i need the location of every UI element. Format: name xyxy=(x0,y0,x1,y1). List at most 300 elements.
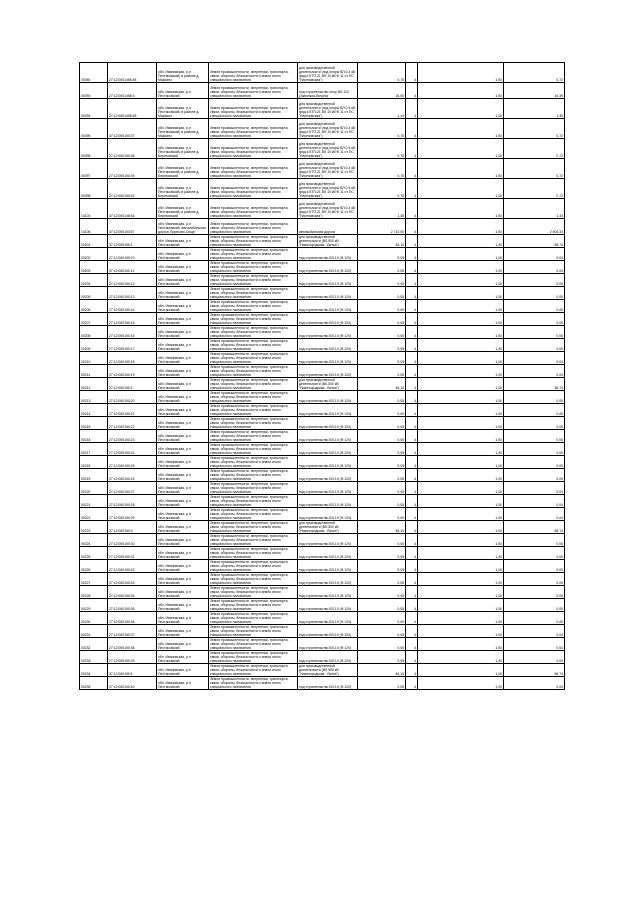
coefficient-value: 1,00 xyxy=(418,456,504,469)
cadastral-number: 27:12:060150:24 xyxy=(108,443,157,456)
rate-value: 4 xyxy=(406,274,418,287)
rate-value: 4 xyxy=(406,326,418,339)
coefficient-value: 1,00 xyxy=(418,469,504,482)
cadastral-number: 27:12:060150:13 xyxy=(108,287,157,300)
area-value: 46,10 xyxy=(358,235,406,248)
area-value: 0,05 xyxy=(358,274,406,287)
table-row xyxy=(80,677,565,690)
table-row xyxy=(80,99,565,119)
result-value: 56,74 xyxy=(504,664,565,677)
table-row xyxy=(80,313,565,326)
rate-value: 4 xyxy=(406,651,418,664)
address: обл. Ивановская, р-н Пестяковский xyxy=(157,261,209,274)
coefficient-value: 1,00 xyxy=(418,391,504,404)
area-value: 0,05 xyxy=(358,677,406,690)
permitted-use: для производственной деятельности (под опоры ВЛ 0,4 кВ фид.4 КТП-21 ВЛ 10 кВ Ф.11 от ПС "Березовская") xyxy=(298,99,358,119)
permitted-use: под строительство ВЛ-10 (Ф.120) xyxy=(298,430,358,443)
rate-value: 4 xyxy=(406,248,418,261)
table-row xyxy=(80,547,565,560)
table-row xyxy=(80,599,565,612)
land-category: Земли промышленности, энергетики, транспорта, связи, обороны, безопасности и земли иного специального назначения xyxy=(209,586,298,599)
result-value: 0,05 xyxy=(504,443,565,456)
row-number: 00225 xyxy=(80,547,108,560)
row-number: 00208 xyxy=(80,326,108,339)
coefficient-value: 1,00 xyxy=(418,495,504,508)
rate-value: 4 xyxy=(406,560,418,573)
permitted-use: под строительство ВЛ-10 (Ф.120) xyxy=(298,326,358,339)
row-number: 00227 xyxy=(80,573,108,586)
result-value: 1,39 xyxy=(504,99,565,119)
area-value: 46,10 xyxy=(358,378,406,391)
rate-value: 4 xyxy=(406,339,418,352)
coefficient-value: 1,00 xyxy=(418,430,504,443)
result-value: 0,72 xyxy=(504,63,565,83)
address: обл. Ивановская, р-н Пестяковский xyxy=(157,521,209,534)
rate-value: 4 xyxy=(406,391,418,404)
row-number: 00233 xyxy=(80,651,108,664)
cadastral-number: 27:12:060150:39 xyxy=(108,159,157,179)
permitted-use: под строительство ВЛ-10 (Ф.120) xyxy=(298,365,358,378)
land-category: Земли промышленности, энергетики, транспорта, связи, обороны, безопасности и земли иного специального назначения xyxy=(209,219,298,235)
row-number: 00230 xyxy=(80,612,108,625)
cadastral-number: 27:12:060150:40 xyxy=(108,677,157,690)
result-value: 0,04 xyxy=(504,638,565,651)
cadastral-number: 37:12:060150:38 xyxy=(108,139,157,159)
permitted-use: для производственной деятельности (ВЛ-500 кВ "Нижегородская - Вятка") xyxy=(298,521,358,534)
address: обл. Ивановская, р-н Пестяковский xyxy=(157,677,209,690)
area-value: 0,05 xyxy=(358,534,406,547)
cadastral-number: 27:12:060150:33 xyxy=(108,573,157,586)
land-plots-table xyxy=(79,62,565,690)
rate-value: 4 xyxy=(406,443,418,456)
area-value: 0,05 xyxy=(358,573,406,586)
row-number: 00234 xyxy=(80,664,108,677)
table-row xyxy=(80,274,565,287)
address: обл. Ивановская, р-н Пестяковский xyxy=(157,300,209,313)
row-number: 00206 xyxy=(80,300,108,313)
row-number: 00220 xyxy=(80,482,108,495)
row-number: 00217 xyxy=(80,443,108,456)
area-value: 0,05 xyxy=(358,300,406,313)
area-value: 0,05 xyxy=(358,586,406,599)
document-page xyxy=(79,62,564,850)
cadastral-number: 27:12:060150:26 xyxy=(108,469,157,482)
permitted-use: под строительство ВЛ-10 (Ф.120) xyxy=(298,495,358,508)
cadastral-number: 27:12:060150:21 xyxy=(108,404,157,417)
area-value: 0,75 xyxy=(358,119,406,139)
area-value: 0,05 xyxy=(358,365,406,378)
cadastral-number: 37:12:060150:11 xyxy=(108,261,157,274)
permitted-use: под строительство ВЛ-10 (Ф.120) xyxy=(298,456,358,469)
result-value: 0,05 xyxy=(504,430,565,443)
permitted-use: под строительство ВЛ-10 (Ф.120) xyxy=(298,560,358,573)
address: обл. Ивановская, р-н Пестяковский, в районе д. Марьино xyxy=(157,99,209,119)
cadastral-number: 27:12:060150:14 xyxy=(108,300,157,313)
area-value: 0,05 xyxy=(358,404,406,417)
result-value: 0,05 xyxy=(504,573,565,586)
permitted-use: для производственной деятельности (под опоры ВЛ 0,4 кВ фид.4 КТП-21 ВЛ 10 кВ Ф.11 от ПС "Березовская") xyxy=(298,63,358,83)
row-number: 00050 xyxy=(80,63,108,83)
cadastral-number: 37:12:060150:3 xyxy=(108,521,157,534)
rate-value: 4 xyxy=(406,456,418,469)
address: обл. Ивановская, р-н Пестяковский xyxy=(157,287,209,300)
permitted-use: под строительство ВЛ-10 (Ф.120) xyxy=(298,352,358,365)
area-value: 0,75 xyxy=(358,63,406,83)
table-row xyxy=(80,391,565,404)
rate-value: 4 xyxy=(406,430,418,443)
table-row xyxy=(80,638,565,651)
row-number: 00202 xyxy=(80,248,108,261)
row-number: 00221 xyxy=(80,495,108,508)
address: обл. Ивановская, р-н Пестяковский xyxy=(157,469,209,482)
row-number: 00229 xyxy=(80,599,108,612)
table-row xyxy=(80,300,565,313)
land-category: Земли промышленности, энергетики, транспорта, связи, обороны, безопасности и земли иного специального назначения xyxy=(209,326,298,339)
row-number: 00494 xyxy=(80,99,108,119)
land-category: Земли промышленности, энергетики, транспорта, связи, обороны, безопасности и земли иного специального назначения xyxy=(209,599,298,612)
coefficient-value: 1,00 xyxy=(418,378,504,391)
row-number: 00096 xyxy=(80,139,108,159)
area-value: 0,05 xyxy=(358,430,406,443)
result-value: 0,05 xyxy=(504,599,565,612)
table-row xyxy=(80,159,565,179)
rate-value: 4 xyxy=(406,664,418,677)
rate-value: 4 xyxy=(406,219,418,235)
result-value: 0,05 xyxy=(504,326,565,339)
area-value: 0,05 xyxy=(358,287,406,300)
cadastral-number: 27:12:060150:20 xyxy=(108,391,157,404)
land-category: Земли промышленности, энергетики, транспорта, связи, обороны, безопасности и земли иного специального назначения xyxy=(209,612,298,625)
row-number: 00097 xyxy=(80,159,108,179)
table-row xyxy=(80,378,565,391)
row-number: 00232 xyxy=(80,638,108,651)
permitted-use: под строительство ВЛ-10 (Ф.120) xyxy=(298,417,358,430)
rate-value: 4 xyxy=(406,586,418,599)
address: обл. Ивановская, р-н Пестяковский, в районе д. Марьино xyxy=(157,119,209,139)
area-value: 1,44 xyxy=(358,99,406,119)
land-category: Земли промышленности, энергетики, транспорта, связи, обороны, безопасности и земли иного специального назначения xyxy=(209,547,298,560)
coefficient-value: 1,00 xyxy=(418,599,504,612)
rate-value: 4 xyxy=(406,287,418,300)
cadastral-number: 27:12:060150:17 xyxy=(108,339,157,352)
result-value: 0,04 xyxy=(504,651,565,664)
cadastral-number: 27:12:060150:16 xyxy=(108,326,157,339)
address: обл. Ивановская, р-н Пестяковский xyxy=(157,547,209,560)
table-row xyxy=(80,287,565,300)
land-category: Земли промышленности, энергетики, транспорта, связи, обороны, безопасности и земли иного специального назначения xyxy=(209,261,298,274)
table-row xyxy=(80,365,565,378)
rate-value: 4 xyxy=(406,404,418,417)
table-row xyxy=(80,248,565,261)
rate-value: 4 xyxy=(406,469,418,482)
permitted-use: под строительство ВЛ-10 (Ф.120) xyxy=(298,274,358,287)
coefficient-value: 1,00 xyxy=(418,365,504,378)
permitted-use: для производственной деятельности (ВЛ-500 кВ "Нижегородская - Вятка") xyxy=(298,235,358,248)
land-category: Земли промышленности, энергетики, транспорта, связи, обороны, безопасности и земли иного специального назначения xyxy=(209,83,298,99)
address: обл. Ивановская, р-н Пестяковский xyxy=(157,313,209,326)
cadastral-number: 27:12:060150:36 xyxy=(108,612,157,625)
table-row xyxy=(80,83,565,99)
area-value: 0,05 xyxy=(358,469,406,482)
rate-value: 4 xyxy=(406,352,418,365)
table-row xyxy=(80,534,565,547)
result-value: 0,05 xyxy=(504,300,565,313)
permitted-use: под строительство ВЛ-10 (Ф.120) xyxy=(298,508,358,521)
result-value: 56,74 xyxy=(504,378,565,391)
cadastral-number: 27:12:060150:34 xyxy=(108,586,157,599)
address: обл. Ивановская, р-н Пестяковский, в районе д. Березовский xyxy=(157,159,209,179)
permitted-use: под строительство ВЛ-10 (Ф.120) xyxy=(298,573,358,586)
permitted-use: под строительство ВЛ-10 (Ф.120) xyxy=(298,599,358,612)
result-value: 0,05 xyxy=(504,469,565,482)
address: обл. Ивановская, р-н Пестяковский xyxy=(157,378,209,391)
rate-value: 4 xyxy=(406,63,418,83)
cadastral-number: 27:12:060150:22 xyxy=(108,417,157,430)
row-number: 00212 xyxy=(80,378,108,391)
area-value: 0,75 xyxy=(358,179,406,199)
land-category: Земли промышленности, энергетики, транспорта, связи, обороны, безопасности и земли иного специального назначения xyxy=(209,352,298,365)
result-value: 0,05 xyxy=(504,560,565,573)
coefficient-value: 1,00 xyxy=(418,521,504,534)
cadastral-number: 37:12:060148:46 xyxy=(108,199,157,219)
area-value: 0,05 xyxy=(358,638,406,651)
coefficient-value: 1,00 xyxy=(418,664,504,677)
land-category: Земли промышленности, энергетики, транспорта, связи, обороны, безопасности и земли иного специального назначения xyxy=(209,339,298,352)
table-row xyxy=(80,495,565,508)
result-value: 0,05 xyxy=(504,612,565,625)
table-row xyxy=(80,352,565,365)
land-category: Земли промышленности, энергетики, транспорта, связи, обороны, безопасности и земли иного специального назначения xyxy=(209,521,298,534)
coefficient-value: 1,00 xyxy=(418,274,504,287)
permitted-use: для производственной деятельности (ВЛ-500 кВ "Нижегородская - Вятка") xyxy=(298,378,358,391)
permitted-use: под строительство ВЛ-10 (Ф.120) xyxy=(298,248,358,261)
cadastral-number: 27:12:060150:31 xyxy=(108,547,157,560)
result-value: 0,72 xyxy=(504,139,565,159)
address: обл. Ивановская, р-н Пестяковский xyxy=(157,599,209,612)
table-row xyxy=(80,235,565,248)
cadastral-number: 27:12:060150:27 xyxy=(108,482,157,495)
address: обл. Ивановская, р-н Пестяковский xyxy=(157,365,209,378)
row-number: 00228 xyxy=(80,586,108,599)
land-category: Земли промышленности, энергетики, транспорта, связи, обороны, безопасности и земли иного специального назначения xyxy=(209,638,298,651)
area-value: 0,05 xyxy=(358,456,406,469)
result-value: 0,05 xyxy=(504,339,565,352)
permitted-use: под строительство ВЛ-10 (Ф.120) xyxy=(298,534,358,547)
coefficient-value: 1,00 xyxy=(418,547,504,560)
rate-value: 4 xyxy=(406,119,418,139)
result-value: 0,05 xyxy=(504,534,565,547)
area-value: 0,05 xyxy=(358,352,406,365)
row-number: 00235 xyxy=(80,677,108,690)
address: обл. Ивановская, р-н Пестяковский xyxy=(157,404,209,417)
cadastral-number: 27:12:060150:30 xyxy=(108,534,157,547)
land-category: Земли промышленности, энергетики, транспорта, связи, обороны, безопасности и земли иного специального назначения xyxy=(209,560,298,573)
coefficient-value: 1,00 xyxy=(418,300,504,313)
land-category: Земли промышленности, энергетики, транспорта, связи, обороны, безопасности и земли иного специального назначения xyxy=(209,573,298,586)
coefficient-value: 1,00 xyxy=(418,235,504,248)
area-value: 46,10 xyxy=(358,664,406,677)
result-value: 0,05 xyxy=(504,417,565,430)
cadastral-number: 27:12:060150:35 xyxy=(108,599,157,612)
cadastral-number: 27:12:060150:10 xyxy=(108,248,157,261)
land-category: Земли промышленности, энергетики, транспорта, связи, обороны, безопасности и земли иного специального назначения xyxy=(209,430,298,443)
permitted-use: под строительство ВЛ-10 (Ф.120) xyxy=(298,482,358,495)
land-category: Земли промышленности, энергетики, транспорта, связи, обороны, безопасности и земли иного специального назначения xyxy=(209,159,298,179)
cadastral-number: 27:12:060150:25 xyxy=(108,456,157,469)
rate-value: 4 xyxy=(406,573,418,586)
result-value: 0,04 xyxy=(504,677,565,690)
result-value: 1,33 xyxy=(504,199,565,219)
table-row xyxy=(80,417,565,430)
area-value: 0,05 xyxy=(358,326,406,339)
cadastral-number: 27:12:060150:40 xyxy=(108,179,157,199)
permitted-use: для производственной деятельности (под опоры ВЛ 0,4 кВ фид.4 КТП-21 ВЛ 10 кВ Ф.11 от ПС "Березовская") xyxy=(298,139,358,159)
cadastral-number: 27:12:060150:28 xyxy=(108,495,157,508)
row-number: 00201 xyxy=(80,235,108,248)
address: обл. Ивановская, р-н Пестяковский xyxy=(157,573,209,586)
area-value: 0,05 xyxy=(358,560,406,573)
area-value: 1,38 xyxy=(358,199,406,219)
cadastral-number: 27:12:060150:23 xyxy=(108,430,157,443)
row-number: 00203 xyxy=(80,261,108,274)
coefficient-value: 1,00 xyxy=(418,99,504,119)
table-row xyxy=(80,586,565,599)
row-number: 00215 xyxy=(80,417,108,430)
coefficient-value: 1,00 xyxy=(418,313,504,326)
address: обл. Ивановская, р-н Пестяковский xyxy=(157,235,209,248)
coefficient-value: 1,00 xyxy=(418,199,504,219)
address: обл. Ивановская, р-н Пестяковский, в районе д. Березовский xyxy=(157,139,209,159)
permitted-use: под строительство ВЛ-10 (Ф.120) xyxy=(298,651,358,664)
row-number: 14106 xyxy=(80,219,108,235)
cadastral-number: 27:12:060150:15 xyxy=(108,313,157,326)
address: обл. Ивановская, р-н Пестяковский xyxy=(157,326,209,339)
permitted-use: под строительство ВЛ-10 (Ф.120) xyxy=(298,547,358,560)
coefficient-value: 1,00 xyxy=(418,443,504,456)
land-category: Земли промышленности, энергетики, транспорта, связи, обороны, безопасности и земли иного специального назначения xyxy=(209,179,298,199)
area-value: 0,05 xyxy=(358,417,406,430)
permitted-use: под строительство ВЛ-10 (Ф.120) xyxy=(298,612,358,625)
land-category: Земли промышленности, энергетики, транспорта, связи, обороны, безопасности и земли иного специального назначения xyxy=(209,456,298,469)
coefficient-value: 1,00 xyxy=(418,586,504,599)
area-value: 46,10 xyxy=(358,521,406,534)
land-category: Земли промышленности, энергетики, транспорта, связи, обороны, безопасности и земли иного специального назначения xyxy=(209,391,298,404)
area-value: 0,05 xyxy=(358,391,406,404)
coefficient-value: 1,00 xyxy=(418,83,504,99)
cadastral-number: 37:12:060150:37 xyxy=(108,119,157,139)
cadastral-number: 27:12:060150:32 xyxy=(108,560,157,573)
permitted-use: под строительство ВЛ-10 (Ф.120) xyxy=(298,313,358,326)
table-row xyxy=(80,430,565,443)
cadastral-number: 27:12:060150:39 xyxy=(108,651,157,664)
address: обл. Ивановская, р-н Пестяковский xyxy=(157,664,209,677)
land-category: Земли промышленности, энергетики, транспорта, связи, обороны, безопасности и земли иного специального назначения xyxy=(209,469,298,482)
address: обл. Ивановская, р-н Пестяковский xyxy=(157,638,209,651)
address: обл. Ивановская, р-н Пестяковский, автомобильная дорога Пурехово-Сеще xyxy=(157,219,209,235)
result-value: 0,05 xyxy=(504,404,565,417)
coefficient-value: 1,00 xyxy=(418,560,504,573)
result-value: 0,05 xyxy=(504,547,565,560)
address: обл. Ивановская, р-н Пестяковский, в районе д. Березовский xyxy=(157,179,209,199)
address: обл. Ивановская, р-н Пестяковский xyxy=(157,612,209,625)
table-row xyxy=(80,469,565,482)
cadastral-number: 37:12:060150:2 xyxy=(108,378,157,391)
land-category: Земли промышленности, энергетики, транспорта, связи, обороны, безопасности и земли иного специального назначения xyxy=(209,300,298,313)
land-category: Земли промышленности, энергетики, транспорта, связи, обороны, безопасности и земли иного специального назначения xyxy=(209,365,298,378)
row-number: 00093 xyxy=(80,83,108,99)
table-row xyxy=(80,651,565,664)
table-row xyxy=(80,199,565,219)
land-category: Земли промышленности, энергетики, транспорта, связи, обороны, безопасности и земли иного специального назначения xyxy=(209,495,298,508)
row-number: 00207 xyxy=(80,313,108,326)
land-category: Земли промышленности, энергетики, транспорта, связи, обороны, безопасности и земли иного специального назначения xyxy=(209,417,298,430)
address: обл. Ивановская, р-н Пестяковский xyxy=(157,430,209,443)
result-value: 15,39 xyxy=(504,83,565,99)
address: обл. Ивановская, р-н Пестяковский xyxy=(157,651,209,664)
permitted-use: для производственной деятельности (под опоры ВЛ 0,4 кВ фид.4 КТП-21 ВЛ 10 кВ Ф.11 от ПС "Березовская") xyxy=(298,199,358,219)
table-row xyxy=(80,456,565,469)
permitted-use: под строительство ВЛ-10 (Ф.120) xyxy=(298,261,358,274)
address: обл. Ивановская, р-н Пестяковский, в районе д. Березовский xyxy=(157,199,209,219)
result-value: 0,05 xyxy=(504,274,565,287)
result-value: 0,05 xyxy=(504,287,565,300)
permitted-use: под строительство ВЛ-10 (Ф.120) xyxy=(298,391,358,404)
permitted-use: под строительство ВЛ-10 (Ф.120) xyxy=(298,443,358,456)
area-value: 0,05 xyxy=(358,443,406,456)
area-value: 0,05 xyxy=(358,625,406,638)
coefficient-value: 1,00 xyxy=(418,159,504,179)
row-number: 00213 xyxy=(80,391,108,404)
coefficient-value: 1,00 xyxy=(418,119,504,139)
land-category: Земли промышленности, энергетики, транспорта, связи, обороны, безопасности и земли иного специального назначения xyxy=(209,651,298,664)
table-row xyxy=(80,573,565,586)
area-value: 0,05 xyxy=(358,261,406,274)
area-value: 0,05 xyxy=(358,612,406,625)
coefficient-value: 1,00 xyxy=(418,638,504,651)
result-value: 0,04 xyxy=(504,495,565,508)
table-row xyxy=(80,139,565,159)
rate-value: 4 xyxy=(406,508,418,521)
result-value: 0,72 xyxy=(504,179,565,199)
area-value: 2 710,00 xyxy=(358,219,406,235)
area-value: 0,05 xyxy=(358,339,406,352)
address: обл. Ивановская, р-н Пестяковский xyxy=(157,248,209,261)
coefficient-value: 1,00 xyxy=(418,219,504,235)
coefficient-value: 1,00 xyxy=(418,287,504,300)
result-value: 0,05 xyxy=(504,456,565,469)
row-number: 00204 xyxy=(80,274,108,287)
cadastral-number: 27:12:060150:18 xyxy=(108,352,157,365)
rate-value: 4 xyxy=(406,417,418,430)
coefficient-value: 1,00 xyxy=(418,417,504,430)
row-number: 00205 xyxy=(80,287,108,300)
permitted-use: для производственной деятельности (под опоры ВЛ 0,4 кВ фид.4 КТП-21 ВЛ 10 кВ Ф.11 от ПС "Березовская") xyxy=(298,119,358,139)
result-value: 0,04 xyxy=(504,261,565,274)
permitted-use: автомобильная дорога xyxy=(298,219,358,235)
land-category: Земли промышленности, энергетики, транспорта, связи, обороны, безопасности и земли иного специального назначения xyxy=(209,378,298,391)
coefficient-value: 1,00 xyxy=(418,651,504,664)
cadastral-number: 27:12:0601458:3 xyxy=(108,83,157,99)
rate-value: 4 xyxy=(406,378,418,391)
rate-value: 4 xyxy=(406,235,418,248)
permitted-use: под строительство опор ВЛ-110 (Заволжск-Вичуга) xyxy=(298,83,358,99)
rate-value: 4 xyxy=(406,199,418,219)
land-category: Земли промышленности, энергетики, транспорта, связи, обороны, безопасности и земли иного специального назначения xyxy=(209,404,298,417)
rate-value: 4 xyxy=(406,313,418,326)
coefficient-value: 1,00 xyxy=(418,326,504,339)
address: обл. Ивановская, р-н Пестяковский xyxy=(157,443,209,456)
land-category: Земли промышленности, энергетики, транспорта, связи, обороны, безопасности и земли иного специального назначения xyxy=(209,235,298,248)
